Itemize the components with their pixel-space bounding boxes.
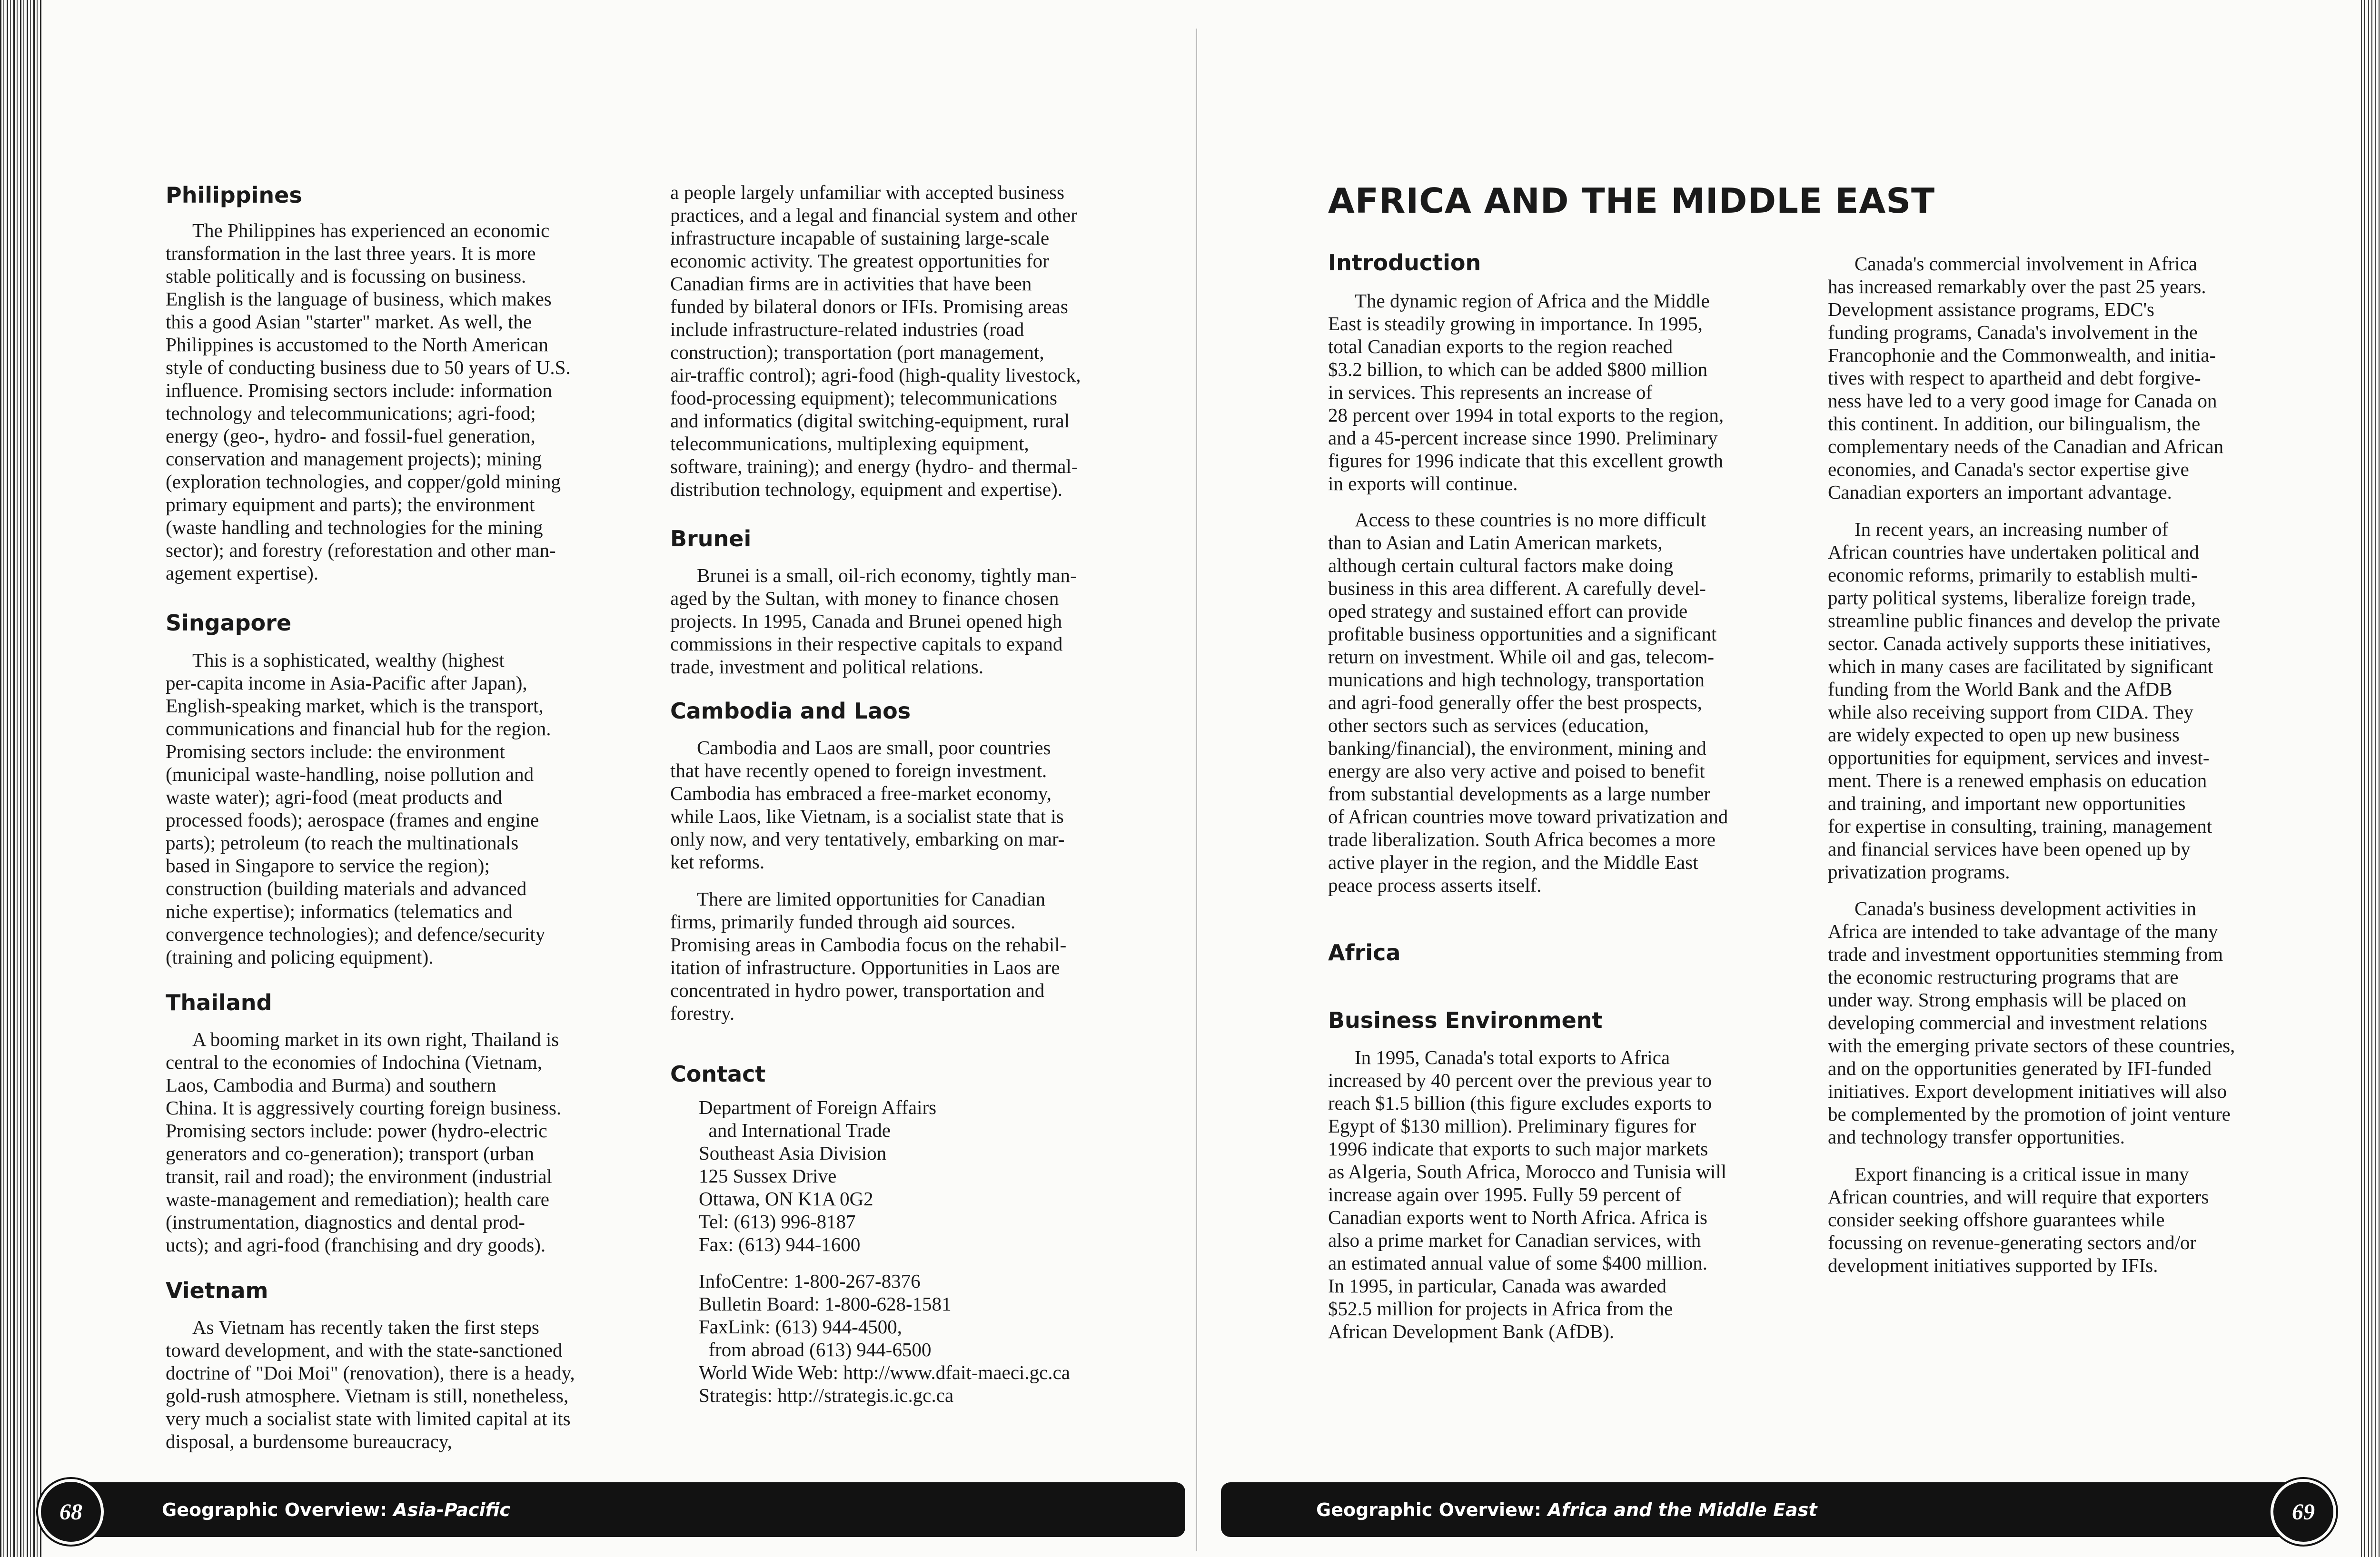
text-line: under way. Strong emphasis will be placed on (1828, 989, 2187, 1011)
text-line: niche expertise); informatics (telematics and (166, 900, 513, 922)
text-line: FaxLink: (613) 944-4500, (699, 1316, 902, 1338)
text-line: influence. Promising sectors include: information (166, 379, 552, 401)
text-line: Canada's business development activities in (1854, 897, 2196, 919)
text-line: African Development Bank (AfDB). (1328, 1320, 1615, 1342)
text-line: agement expertise). (166, 562, 319, 584)
text-line: ment. There is a renewed emphasis on education (1828, 769, 2207, 791)
text-line: include infrastructure-related industries (road (670, 318, 1024, 340)
text-line: Promising areas in Cambodia focus on the rehabil- (670, 934, 1067, 956)
text-line: aged by the Sultan, with money to finance chosen (670, 587, 1059, 609)
text-line: Philippines is accustomed to the North American (166, 334, 548, 355)
text-line: this continent. In addition, our bilingualism, the (1828, 413, 2201, 434)
text-line: trade and investment opportunities stemming from (1828, 943, 2223, 965)
text-line: 125 Sussex Drive (699, 1165, 837, 1187)
paragraph-business-environment (1328, 1046, 1780, 1343)
page-number-right: 69 (2271, 1479, 2336, 1545)
text-line: while also receiving support from CIDA. They (1828, 701, 2193, 723)
text-line: A booming market in its own right, Thailand is (192, 1028, 559, 1050)
text-line: initiatives. Export development initiatives will also (1828, 1080, 2227, 1102)
text-line: firms, primarily funded through aid sources. (670, 911, 1016, 933)
text-line: infrastructure incapable of sustaining large-scale (670, 227, 1050, 249)
text-line: and a 45-percent increase since 1990. Preliminary (1328, 427, 1718, 449)
text-line: other sectors such as services (education, (1328, 714, 1649, 736)
heading-vietnam: Vietnam (166, 1278, 268, 1303)
text-line: and on the opportunities generated by IFI-funded (1828, 1057, 2212, 1079)
text-line: technology and telecommunications; agri-food; (166, 402, 536, 424)
text-line: funded by bilateral donors or IFIs. Promising areas (670, 296, 1068, 317)
footer-bar-right (1221, 1482, 2294, 1537)
text-line: tives with respect to apartheid and debt forgive- (1828, 367, 2201, 389)
text-line: Bulletin Board: 1-800-628-1581 (699, 1293, 952, 1315)
text-line: Brunei is a small, oil-rich economy, tightly man- (697, 564, 1077, 586)
text-line: distribution technology, equipment and expertise). (670, 478, 1062, 500)
text-line: peace process asserts itself. (1328, 874, 1542, 896)
text-line: per-capita income in Asia-Pacific after Japan), (166, 672, 527, 694)
text-line: Ottawa, ON K1A 0G2 (699, 1188, 873, 1210)
heading-africa: Africa (1328, 940, 1401, 966)
text-line: developing commercial and investment relations (1828, 1012, 2207, 1034)
text-line: waste water); agri-food (meat products and (166, 786, 502, 808)
binding-scan-edge (0, 0, 43, 1557)
text-line: an estimated annual value of some $400 million. (1328, 1252, 1708, 1274)
paragraph-col2-2 (1828, 518, 2285, 883)
paragraph-vietnam-continued (670, 181, 1127, 501)
page-number-left: 68 (38, 1479, 104, 1545)
text-line: from abroad (613) 944-6500 (699, 1339, 932, 1360)
text-line: toward development, and with the state-sanctioned (166, 1339, 563, 1361)
text-line: software, training); and energy (hydro- and thermal- (670, 455, 1078, 477)
text-line: Laos, Cambodia and Burma) and southern (166, 1074, 496, 1096)
text-line: has increased remarkably over the past 25 years. (1828, 276, 2206, 297)
paragraph-thailand (166, 1028, 608, 1256)
text-line: opportunities for equipment, services and invest- (1828, 747, 2210, 769)
text-line: As Vietnam has recently taken the first steps (192, 1316, 539, 1338)
text-line: Development assistance programs, EDC's (1828, 298, 2155, 320)
binding-scan-edge (2358, 0, 2380, 1557)
text-line: (exploration technologies, and copper/gold mining (166, 471, 561, 493)
text-line: consider seeking offshore guarantees while (1828, 1209, 2165, 1231)
text-line: funding from the World Bank and the AfDB (1828, 678, 2172, 700)
text-line: doctrine of "Doi Moi" (renovation), there is a heady, (166, 1362, 575, 1384)
text-line: concentrated in hydro power, transportation and (670, 979, 1045, 1001)
text-line: Tel: (613) 996-8187 (699, 1211, 856, 1232)
text-line: in services. This represents an increase of (1328, 381, 1653, 403)
text-line: primary equipment and parts); the environment (166, 493, 535, 515)
text-line: in exports will continue. (1328, 473, 1518, 494)
text-line: although certain cultural factors make doing (1328, 554, 1674, 576)
text-line: energy (geo-, hydro- and fossil-fuel generation, (166, 425, 536, 447)
text-line: Cambodia has embraced a free-market economy, (670, 782, 1052, 804)
text-line: munications and high technology, transportation (1328, 669, 1705, 690)
text-line: ucts); and agri-food (franchising and dry goods). (166, 1234, 546, 1256)
text-line: central to the economies of Indochina (Vietnam, (166, 1051, 543, 1073)
text-line: of African countries move toward privatization and (1328, 806, 1728, 828)
text-line: business in this area different. A carefully devel- (1328, 577, 1706, 599)
text-line: $52.5 million for projects in Africa from the (1328, 1298, 1673, 1320)
text-line: (municipal waste-handling, noise pollution and (166, 763, 534, 785)
paragraph-col2-3 (1828, 897, 2285, 1148)
text-line: with the emerging private sectors of these countries, (1828, 1035, 2235, 1056)
text-line: than to Asian and Latin American markets, (1328, 532, 1663, 553)
text-line: Cambodia and Laos are small, poor countries (697, 737, 1051, 759)
text-line: economic reforms, primarily to establish multi- (1828, 564, 2198, 586)
text-line: There are limited opportunities for Canadian (697, 888, 1046, 910)
paragraph-cambodia-laos-1 (670, 736, 1127, 873)
text-line: Fax: (613) 944-1600 (699, 1233, 861, 1255)
text-line: increase again over 1995. Fully 59 percent of (1328, 1183, 1682, 1205)
paragraph-introduction-1 (1328, 289, 1780, 495)
text-line: East is steadily growing in importance. In 1995, (1328, 313, 1703, 335)
text-line: while Laos, like Vietnam, is a socialist state that is (670, 805, 1064, 827)
heading-thailand: Thailand (166, 990, 272, 1015)
text-line: Canadian firms are in activities that have been (670, 273, 1032, 295)
text-line: construction (building materials and advanced (166, 877, 527, 899)
text-line: (waste handling and technologies for the mining (166, 516, 543, 538)
text-line: oped strategy and sustained effort can provide (1328, 600, 1688, 622)
text-line: and agri-food generally offer the best prospects, (1328, 691, 1702, 713)
paragraph-col2-1 (1828, 252, 2285, 503)
text-line: very much a socialist state with limited capital at its (166, 1408, 571, 1429)
text-line: figures for 1996 indicate that this excellent growth (1328, 450, 1724, 472)
text-line: active player in the region, and the Middle East (1328, 851, 1698, 873)
heading-singapore: Singapore (166, 610, 292, 636)
text-line: for expertise in consulting, training, management (1828, 815, 2212, 837)
text-line: this a good Asian "starter" market. As well, the (166, 311, 532, 333)
paragraph-philippines (166, 219, 608, 584)
text-line: conservation and management projects); mining (166, 448, 542, 470)
text-line: transformation in the last three years. It is more (166, 242, 536, 264)
text-line: development initiatives supported by IFIs. (1828, 1254, 2158, 1276)
text-line: practices, and a legal and financial system and other (670, 204, 1077, 226)
paragraph-singapore (166, 649, 608, 968)
text-line: 28 percent over 1994 in total exports to the region, (1328, 404, 1724, 426)
text-line: food-processing equipment); telecommunications (670, 387, 1057, 409)
heading-brunei: Brunei (670, 526, 752, 552)
text-line: the economic restructuring programs that are (1828, 966, 2179, 988)
text-line: banking/financial), the environment, mining and (1328, 737, 1706, 759)
paragraph-cambodia-laos-2 (670, 887, 1127, 1025)
text-line: that have recently opened to foreign investment. (670, 759, 1047, 781)
text-line: Francophonie and the Commonwealth, and initia- (1828, 344, 2216, 366)
text-line: In 1995, Canada's total exports to Africa (1355, 1046, 1670, 1068)
text-line: privatization programs. (1828, 861, 2010, 883)
text-line: and financial services have been opened up by (1828, 838, 2191, 860)
text-line: China. It is aggressively courting foreign business. (166, 1097, 562, 1119)
text-line: gold-rush atmosphere. Vietnam is still, nonetheless, (166, 1385, 569, 1407)
text-line: a people largely unfamiliar with accepted business (670, 181, 1065, 203)
text-line: and training, and important new opportunities (1828, 792, 2186, 814)
text-line: economic activity. The greatest opportunities for (670, 250, 1049, 272)
footer-label-right: Geographic Overview: Africa and the Middle East (1316, 1499, 1817, 1520)
text-line: Department of Foreign Affairs (699, 1096, 937, 1118)
text-line: processed foods); aerospace (frames and engine (166, 809, 539, 831)
text-line: Africa are intended to take advantage of the many (1828, 920, 2218, 942)
footer-label-left: Geographic Overview: Asia-Pacific (162, 1499, 510, 1520)
text-line: which in many cases are facilitated by significant (1828, 655, 2213, 677)
text-line: This is a sophisticated, wealthy (highest (192, 649, 505, 671)
text-line: Access to these countries is no more difficult (1355, 509, 1706, 531)
paragraph-vietnam (166, 1316, 608, 1453)
text-line: trade, investment and political relations. (670, 656, 984, 678)
text-line: ness have led to a very good image for Canada on (1828, 390, 2217, 412)
page-title: AFRICA AND THE MIDDLE EAST (1328, 181, 1935, 221)
text-line: (training and policing equipment). (166, 946, 434, 968)
contact-address (670, 1096, 1127, 1256)
text-line: English is the language of business, which makes (166, 288, 552, 310)
text-line: African countries, and will require that exporters (1828, 1186, 2209, 1208)
text-line: complementary needs of the Canadian and African (1828, 435, 2224, 457)
heading-introduction: Introduction (1328, 250, 1481, 276)
text-line: In 1995, in particular, Canada was awarded (1328, 1275, 1667, 1297)
text-line: Canada's commercial involvement in Africa (1854, 253, 2198, 275)
text-line: Strategis: http://strategis.ic.gc.ca (699, 1384, 954, 1406)
text-line: In recent years, an increasing number of (1854, 518, 2169, 540)
text-line: construction); transportation (port management, (670, 341, 1044, 363)
text-line: and informatics (digital switching-equipment, rural (670, 410, 1070, 432)
text-line: projects. In 1995, Canada and Brunei opened high (670, 610, 1062, 632)
text-line: generators and co-generation); transport (urban (166, 1143, 535, 1164)
text-line: stable politically and is focussing on business. (166, 265, 526, 287)
text-line: The Philippines has experienced an economic (192, 219, 550, 241)
footer-bar-left (71, 1482, 1185, 1537)
text-line: based in Singapore to service the region); (166, 855, 490, 877)
text-line: style of conducting business due to 50 years of U.S. (166, 356, 571, 378)
text-line: return on investment. While oil and gas, telecom- (1328, 646, 1715, 668)
text-line: party political systems, liberalize foreign trade, (1828, 587, 2196, 609)
heading-contact: Contact (670, 1061, 766, 1087)
text-line: English-speaking market, which is the transport, (166, 695, 544, 717)
text-line: parts); petroleum (to reach the multinationals (166, 832, 519, 854)
text-line: and International Trade (699, 1119, 891, 1141)
contact-services (670, 1270, 1127, 1407)
text-line: ket reforms. (670, 851, 765, 873)
text-line: disposal, a burdensome bureaucracy, (166, 1430, 452, 1452)
paragraph-brunei (670, 564, 1127, 678)
heading-philippines: Philippines (166, 182, 302, 208)
text-line: total Canadian exports to the region reached (1328, 335, 1673, 357)
paragraph-introduction-2 (1328, 508, 1780, 897)
text-line: trade liberalization. South Africa becomes a more (1328, 828, 1716, 850)
paragraph-col2-4 (1828, 1163, 2285, 1277)
text-line: Canadian exports went to North Africa. Africa is (1328, 1206, 1707, 1228)
text-line: reach $1.5 billion (this figure excludes exports to (1328, 1092, 1712, 1114)
text-line: communications and financial hub for the region. (166, 718, 551, 739)
text-line: Southeast Asia Division (699, 1142, 887, 1164)
text-line: and technology transfer opportunities. (1828, 1126, 2125, 1148)
text-line: Egypt of $130 million). Preliminary figures for (1328, 1115, 1696, 1137)
text-line: streamline public finances and develop the private (1828, 610, 2221, 631)
text-line: 1996 indicate that exports to such major markets (1328, 1138, 1708, 1160)
text-line: transit, rail and road); the environment (industrial (166, 1165, 552, 1187)
gutter-shadow (1196, 29, 1197, 1551)
text-line: from substantial developments as a large number (1328, 783, 1711, 805)
text-line: The dynamic region of Africa and the Middle (1355, 290, 1710, 312)
text-line: sector); and forestry (reforestation and other man- (166, 539, 556, 561)
text-line: commissions in their respective capitals to expand (670, 633, 1063, 655)
text-line: as Algeria, South Africa, Morocco and Tunisia will (1328, 1161, 1726, 1183)
text-line: profitable business opportunities and a significant (1328, 623, 1717, 645)
text-line: African countries have undertaken political and (1828, 541, 2199, 563)
text-line: only now, and very tentatively, embarking on mar- (670, 828, 1065, 850)
text-line: (instrumentation, diagnostics and dental prod- (166, 1211, 525, 1233)
text-line: focussing on revenue-generating sectors and/or (1828, 1232, 2197, 1253)
text-line: Promising sectors include: power (hydro-electric (166, 1120, 547, 1142)
text-line: Canadian exporters an important advantage. (1828, 481, 2172, 503)
text-line: increased by 40 percent over the previous year to (1328, 1069, 1712, 1091)
heading-cambodia-laos: Cambodia and Laos (670, 698, 911, 724)
heading-business-environment: Business Environment (1328, 1007, 1603, 1033)
text-line: Export financing is a critical issue in many (1854, 1163, 2189, 1185)
text-line: economies, and Canada's sector expertise give (1828, 458, 2189, 480)
text-line: sector. Canada actively supports these initiatives, (1828, 632, 2211, 654)
text-line: air-traffic control); agri-food (high-quality livestock, (670, 364, 1081, 386)
text-line: itation of infrastructure. Opportunities in Laos are (670, 956, 1060, 978)
text-line: InfoCentre: 1-800-267-8376 (699, 1270, 921, 1292)
text-line: $3.2 billion, to which can be added $800 million (1328, 358, 1708, 380)
text-line: telecommunications, multiplexing equipment, (670, 433, 1029, 454)
text-line: energy are also very active and poised to benefit (1328, 760, 1705, 782)
text-line: forestry. (670, 1002, 735, 1024)
text-line: are widely expected to open up new business (1828, 724, 2180, 746)
text-line: World Wide Web: http://www.dfait-maeci.gc.ca (699, 1361, 1071, 1383)
text-line: convergence technologies); and defence/security (166, 923, 545, 945)
text-line: funding programs, Canada's involvement in the (1828, 321, 2198, 343)
text-line: also a prime market for Canadian services, with (1328, 1229, 1701, 1251)
text-line: be complemented by the promotion of joint venture (1828, 1103, 2231, 1125)
text-line: waste-management and remediation); health care (166, 1188, 549, 1210)
text-line: Promising sectors include: the environment (166, 740, 505, 762)
